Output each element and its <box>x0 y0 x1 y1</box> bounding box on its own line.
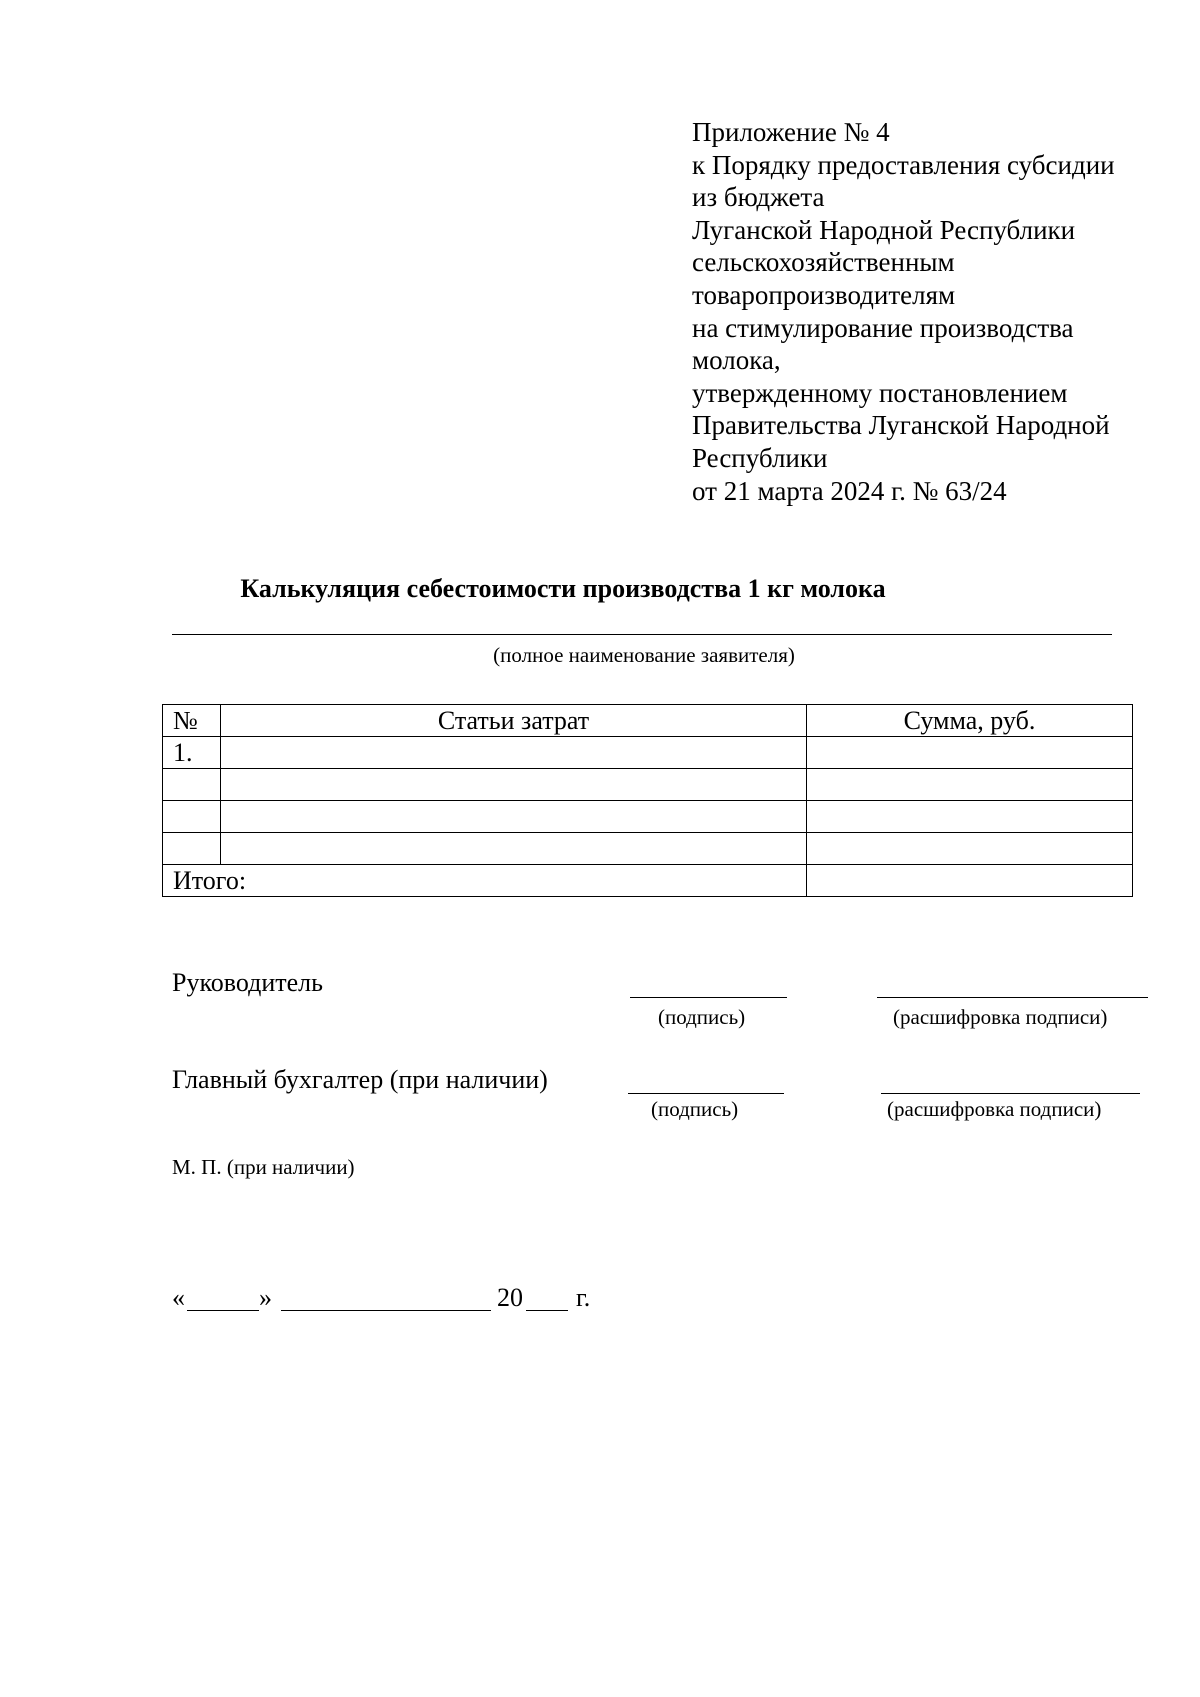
table-total-row <box>163 865 1133 897</box>
month-field[interactable] <box>281 1310 491 1311</box>
head-decode-field[interactable] <box>877 997 1148 998</box>
row-number-cell <box>163 769 221 801</box>
table-row <box>163 833 1133 865</box>
total-label: Итого: <box>163 865 807 897</box>
appendix-line: Луганской Народной Республики <box>692 214 1076 245</box>
accountant-signature-field[interactable] <box>628 1093 784 1094</box>
appendix-line: сельскохозяйственным <box>692 247 955 278</box>
applicant-name-caption <box>172 643 1112 668</box>
head-decode-caption: (расшифровка подписи) <box>893 1005 1108 1029</box>
header-amount: Сумма, руб. <box>807 705 1133 737</box>
amount-cell[interactable] <box>807 833 1133 865</box>
row-number-cell <box>163 833 221 865</box>
date-close-quote: » <box>259 1283 272 1312</box>
header-cost-items: Статьи затрат <box>221 705 807 737</box>
day-field[interactable] <box>187 1310 259 1311</box>
cost-item-cell[interactable] <box>221 801 807 833</box>
cost-table <box>162 704 1133 897</box>
date-open-quote: « <box>172 1283 185 1312</box>
head-signature-field[interactable] <box>630 997 787 998</box>
appendix-line: на стимулирование производства <box>692 312 1074 343</box>
table-row <box>163 801 1133 833</box>
appendix-line: Республики <box>692 442 828 473</box>
cost-item-cell[interactable] <box>221 769 807 801</box>
amount-cell[interactable] <box>807 769 1133 801</box>
accountant-signature-caption: (подпись) <box>651 1097 739 1121</box>
seal-note: М. П. (при наличии) <box>172 1155 355 1179</box>
document-title <box>0 574 1200 604</box>
year-prefix: 20 <box>497 1283 523 1312</box>
head-signature-caption: (подпись) <box>658 1005 746 1029</box>
applicant-name-caption-text: (полное наименование заявителя) <box>493 643 795 667</box>
appendix-line: товаропроизводителям <box>692 279 956 310</box>
amount-cell[interactable] <box>807 801 1133 833</box>
accountant-decode-caption: (расшифровка подписи) <box>887 1097 1102 1121</box>
appendix-line: молока, <box>692 345 781 376</box>
appendix-header <box>692 116 1115 507</box>
row-number-cell: 1. <box>163 737 221 769</box>
appendix-line: Приложение № 4 <box>692 117 890 147</box>
accountant-label: Главный бухгалтер (при наличии) <box>172 1065 548 1094</box>
applicant-name-field[interactable] <box>172 634 1112 635</box>
total-amount-cell[interactable] <box>807 865 1133 897</box>
table-row <box>163 769 1133 801</box>
amount-cell[interactable] <box>807 737 1133 769</box>
cost-item-cell[interactable] <box>221 833 807 865</box>
row-number-cell <box>163 801 221 833</box>
header-number: № <box>163 705 221 737</box>
accountant-decode-field[interactable] <box>881 1093 1140 1094</box>
appendix-line: утвержденному постановлением <box>692 377 1068 408</box>
appendix-line: к Порядку предоставления субсидии <box>692 149 1115 180</box>
table-row <box>163 737 1133 769</box>
year-field[interactable] <box>526 1310 568 1311</box>
appendix-line: Правительства Луганской Народной <box>692 410 1110 441</box>
appendix-line: от 21 марта 2024 г. № 63/24 <box>692 475 1007 506</box>
head-label: Руководитель <box>172 968 323 997</box>
appendix-line: из бюджета <box>692 182 825 213</box>
document-title-text: Калькуляция себестоимости производства 1 кг молока <box>240 574 886 603</box>
cost-item-cell[interactable] <box>221 737 807 769</box>
table-header-row <box>163 705 1133 737</box>
year-suffix: г. <box>576 1283 591 1312</box>
